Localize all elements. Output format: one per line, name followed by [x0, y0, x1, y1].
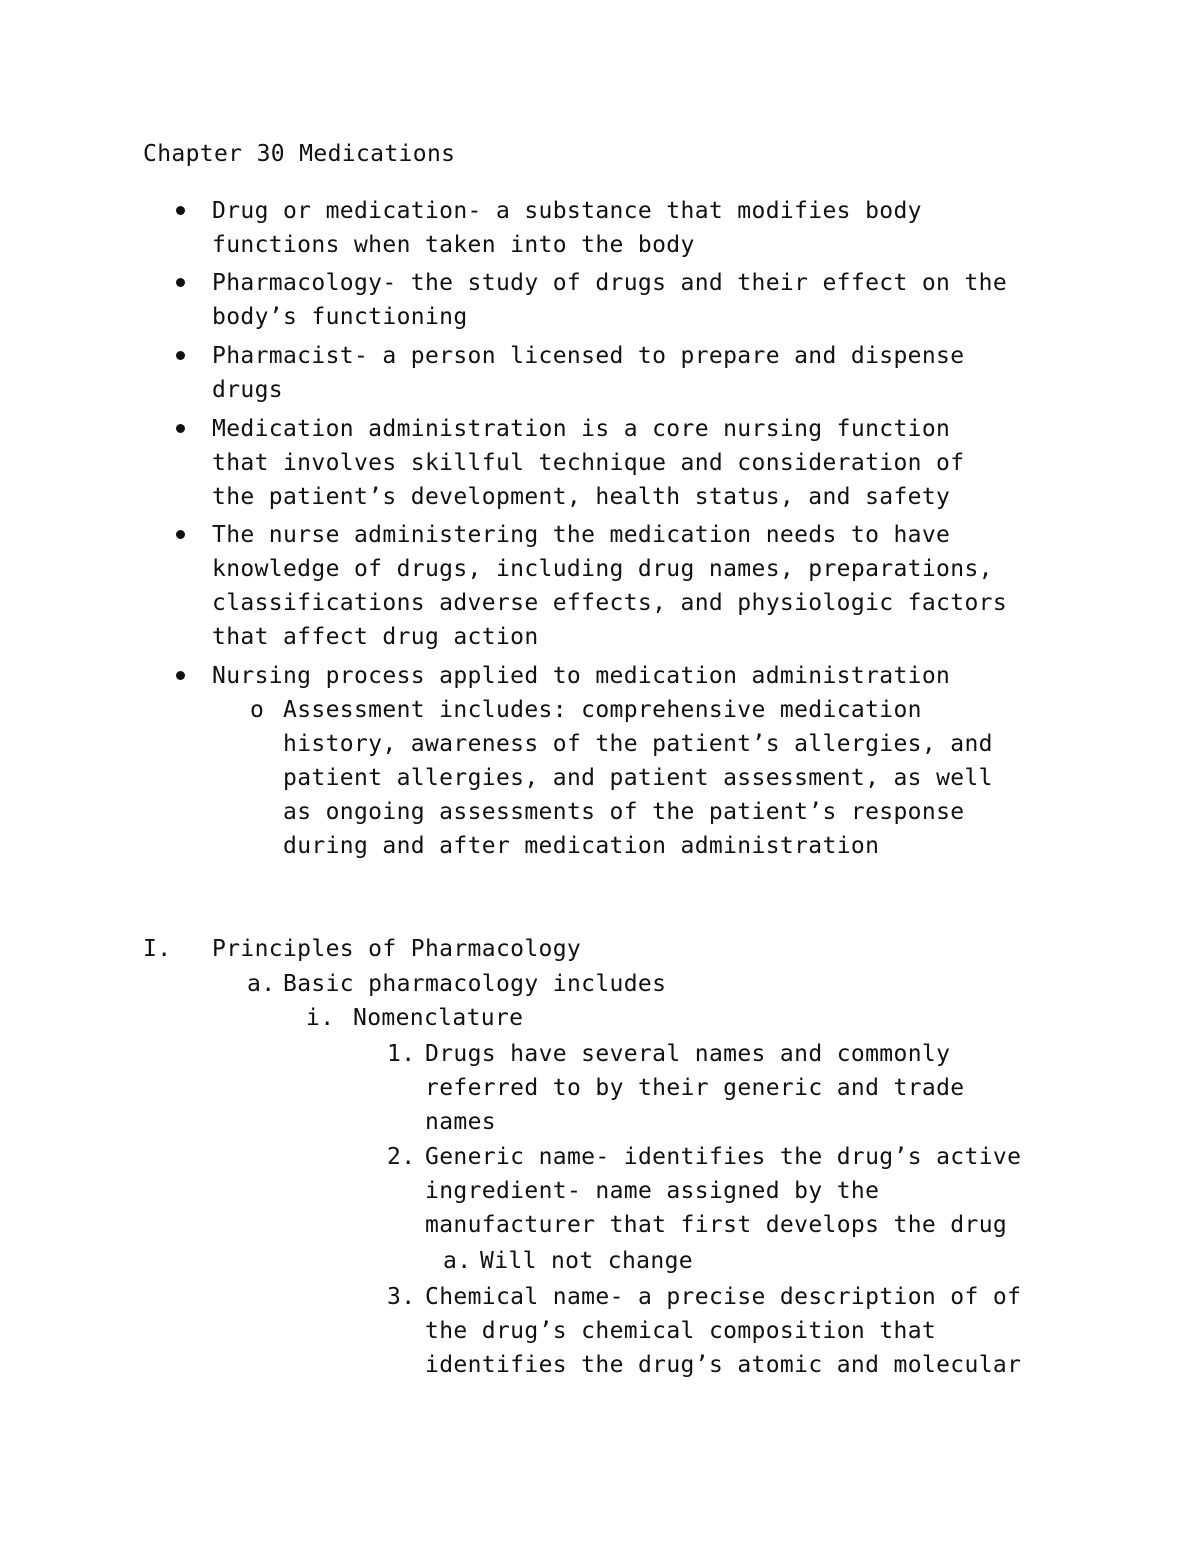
list-item-line: ingredient- name assigned by the: [425, 1178, 880, 1204]
list-item-line: referred to by their generic and trade: [425, 1075, 965, 1101]
list-item-line: that affect drug action: [212, 624, 539, 650]
list-item-line: Drug or medication- a substance that modifies body: [212, 198, 922, 224]
bullet-icon: [176, 671, 185, 680]
list-item-line: Chemical name- a precise description of of: [425, 1284, 1022, 1310]
number-marker: 1.: [387, 1041, 416, 1067]
list-item-line: Drugs have several names and commonly: [425, 1041, 951, 1067]
list-item-line: knowledge of drugs, including drug names, preparations,: [212, 556, 993, 582]
list-item-line: the drug’s chemical composition that: [425, 1318, 937, 1344]
list-item-line: functions when taken into the body: [212, 232, 695, 258]
list-item-line: Pharmacist- a person licensed to prepare and dispense: [212, 343, 965, 369]
bullet-icon: [176, 351, 185, 360]
list-item-line: manufacturer that first develops the drug: [425, 1212, 1008, 1238]
list-item-line: names: [425, 1109, 496, 1135]
number-marker: 2.: [387, 1144, 416, 1170]
sub-item-marker: a.: [443, 1248, 472, 1274]
bullet-icon: [176, 424, 185, 433]
list-item-line: Pharmacology- the study of drugs and their effect on the: [212, 270, 1008, 296]
subsection-marker: a.: [247, 971, 276, 997]
page-title: Chapter 30 Medications: [143, 141, 456, 167]
bullet-icon: [176, 206, 185, 215]
list-item-line: Assessment includes: comprehensive medication: [283, 697, 922, 723]
bullet-icon: [176, 530, 185, 539]
list-item-line: body’s functioning: [212, 304, 468, 330]
list-item-line: patient allergies, and patient assessment, as well: [283, 765, 993, 791]
list-item-line: Medication administration is a core nursing function: [212, 416, 951, 442]
number-marker: 3.: [387, 1284, 416, 1310]
list-item-line: The nurse administering the medication needs to have: [212, 522, 951, 548]
subsection-heading: Basic pharmacology includes: [283, 971, 667, 997]
list-item-line: during and after medication administration: [283, 833, 880, 859]
list-item-line: drugs: [212, 377, 283, 403]
list-item-line: that involves skillful technique and consideration of: [212, 450, 965, 476]
sub-item-text: Will not change: [480, 1248, 693, 1274]
list-item-line: history, awareness of the patient’s allergies, and: [283, 731, 993, 757]
list-item-line: classifications adverse effects, and physiologic factors: [212, 590, 1008, 616]
list-item-line: as ongoing assessments of the patient’s response: [283, 799, 965, 825]
section-heading: Principles of Pharmacology: [212, 936, 582, 962]
list-item-line: the patient’s development, health status, and safety: [212, 484, 951, 510]
list-item-line: Generic name- identifies the drug’s active: [425, 1144, 1022, 1170]
sub-bullet-marker: o: [250, 697, 265, 723]
section-marker: I.: [143, 936, 172, 962]
roman-heading: Nomenclature: [353, 1005, 524, 1031]
list-item-line: Nursing process applied to medication administration: [212, 663, 951, 689]
bullet-icon: [176, 278, 185, 287]
list-item-line: identifies the drug’s atomic and molecular: [425, 1352, 1022, 1378]
roman-marker: i.: [306, 1005, 335, 1031]
